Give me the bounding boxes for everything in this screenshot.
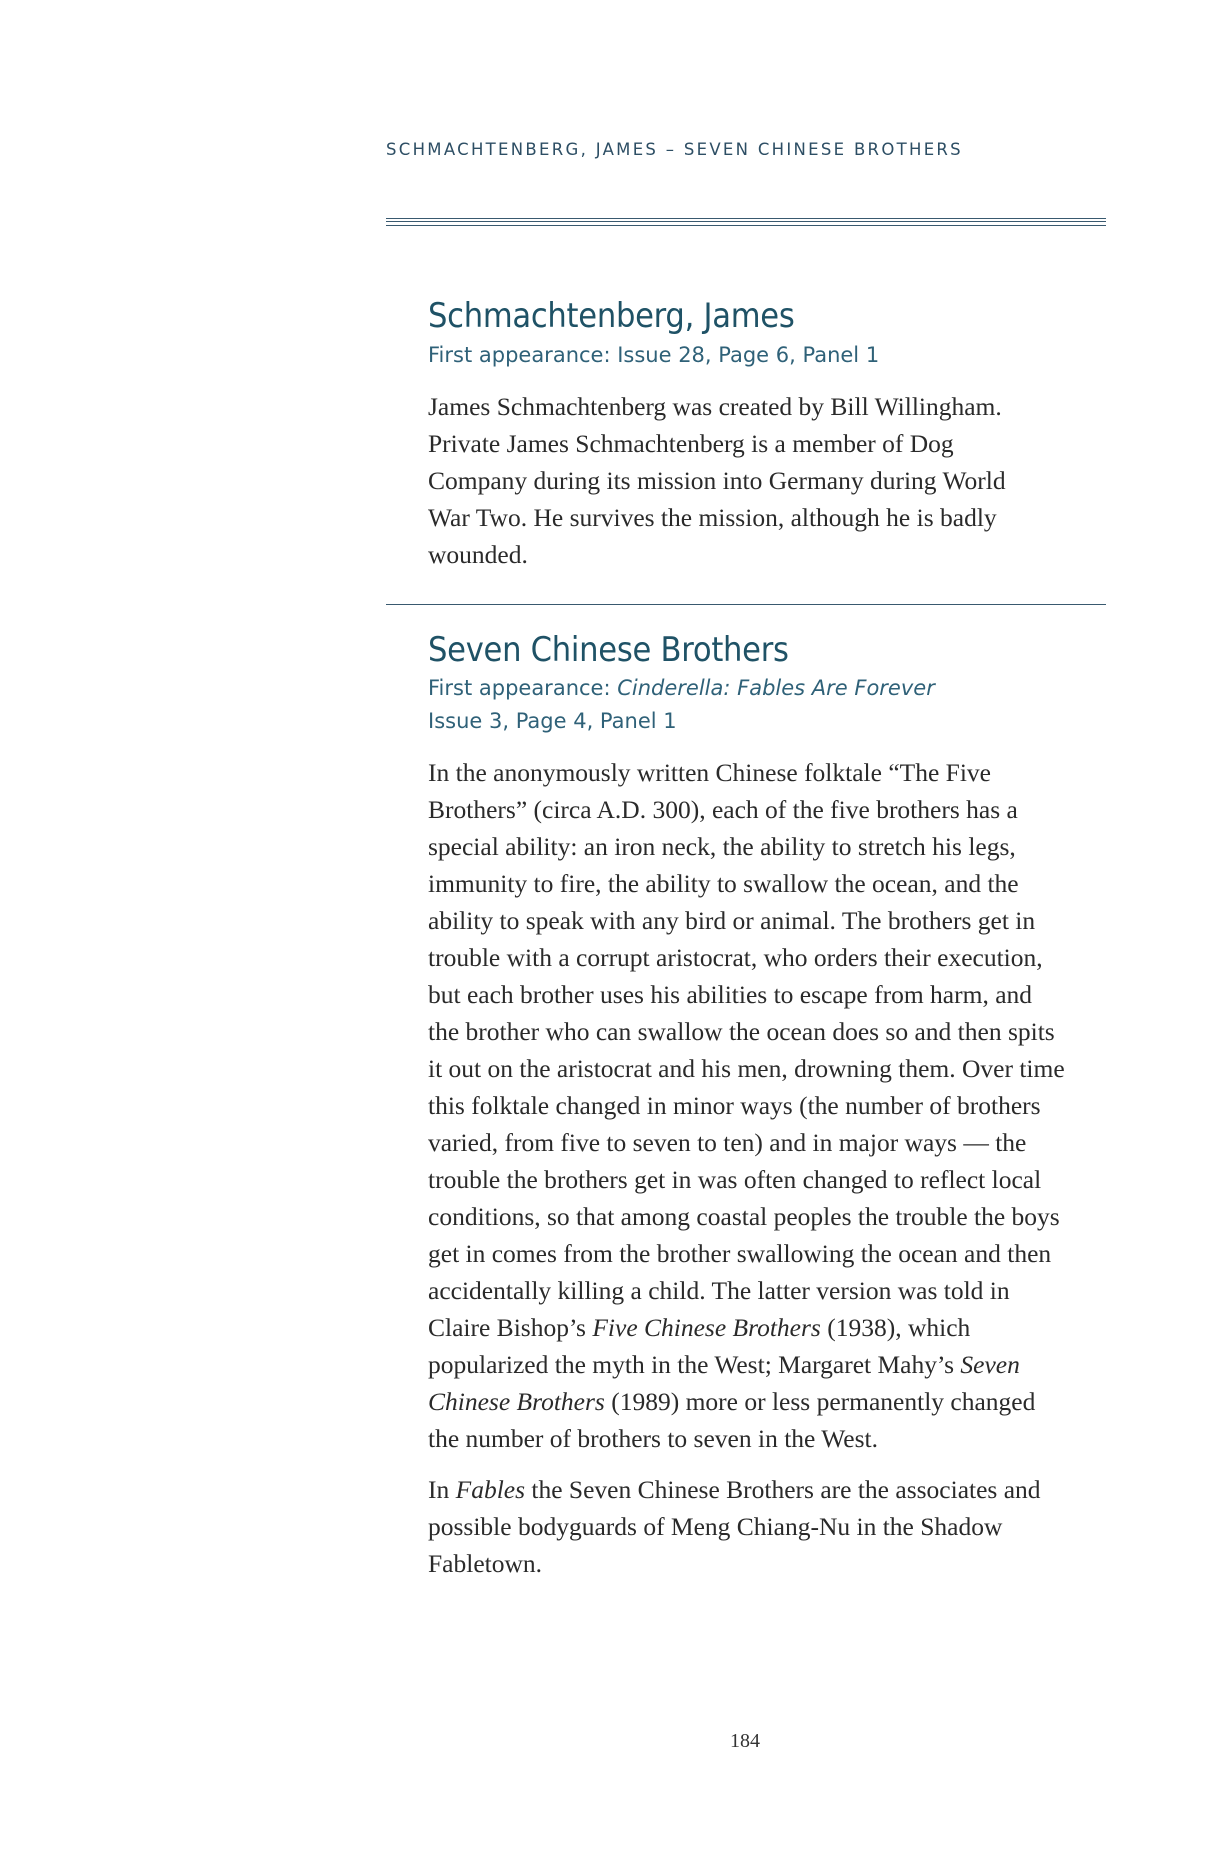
paragraph-text: (1938), which popularized the myth in the West; Margaret Mahy’s: [428, 1313, 971, 1379]
appearance-work-title: Cinderella: Fables Are Forever: [617, 676, 935, 700]
series-title: Fables: [455, 1475, 526, 1504]
paragraph: James Schmachtenberg was created by Bill Willingham. Private James Schmachtenberg is a member of Dog Company during its mission into Germany during World War Two. He survives the mission, although he is badly wounded.: [428, 392, 1006, 569]
paragraph-text: the Seven Chinese Brothers are the associates and possible bodyguards of Meng Chiang-Nu in the Shadow Fabletown.: [428, 1475, 1041, 1578]
book-title: Seven Chinese Brothers: [428, 1350, 1020, 1416]
entry-body-seven-chinese-brothers: [428, 754, 1068, 1582]
paragraph-text: In the anonymously written Chinese folktale “The Five Brothers” (circa A.D. 300), each of the five brothers has a special ability: an iron neck, the ability to stretch his legs, immunity to fire, the ability to swallow the ocean, and the ability to speak with any bird or animal. The brothers get in trouble with a corrupt aristocrat, who orders their execution, but each brother uses his abilities to escape from harm, and the brother who can swallow the ocean does so and then spits it out on the aristocrat and his men, drowning them. Over time this folktale changed in minor ways (the number of brothers varied, from five to seven to ten) and in major ways — the trouble the brothers get in was often changed to reflect local conditions, so that among coastal peoples the trouble the boys get in comes from the brother swallowing the ocean and then accidentally killing a child. The latter version was told in Claire Bishop’s: [428, 758, 1065, 1342]
entry-title-seven-chinese-brothers: Seven Chinese Brothers: [428, 630, 789, 670]
running-head: SCHMACHTENBERG, JAMES – SEVEN CHINESE BROTHERS: [386, 140, 963, 159]
first-appearance-schmachtenberg: First appearance: Issue 28, Page 6, Panel 1: [428, 343, 880, 367]
paragraph-text: (1989) more or less permanently changed the number of brothers to seven in the West.: [428, 1387, 1036, 1453]
entry-title-schmachtenberg: Schmachtenberg, James: [428, 296, 795, 336]
paragraph-text: In: [428, 1475, 456, 1504]
appearance-issue-line: Issue 3, Page 4, Panel 1: [428, 709, 677, 733]
section-divider: [386, 604, 1106, 605]
paragraph: [428, 754, 1068, 1457]
paragraph: [428, 1471, 1068, 1582]
first-appearance-seven-chinese-brothers: [428, 672, 935, 705]
appearance-label: First appearance:: [428, 676, 618, 700]
entry-body-schmachtenberg: [428, 388, 1048, 573]
header-double-rule: [386, 218, 1106, 226]
page-number: 184: [730, 1730, 760, 1752]
book-title: Five Chinese Brothers: [592, 1313, 821, 1342]
